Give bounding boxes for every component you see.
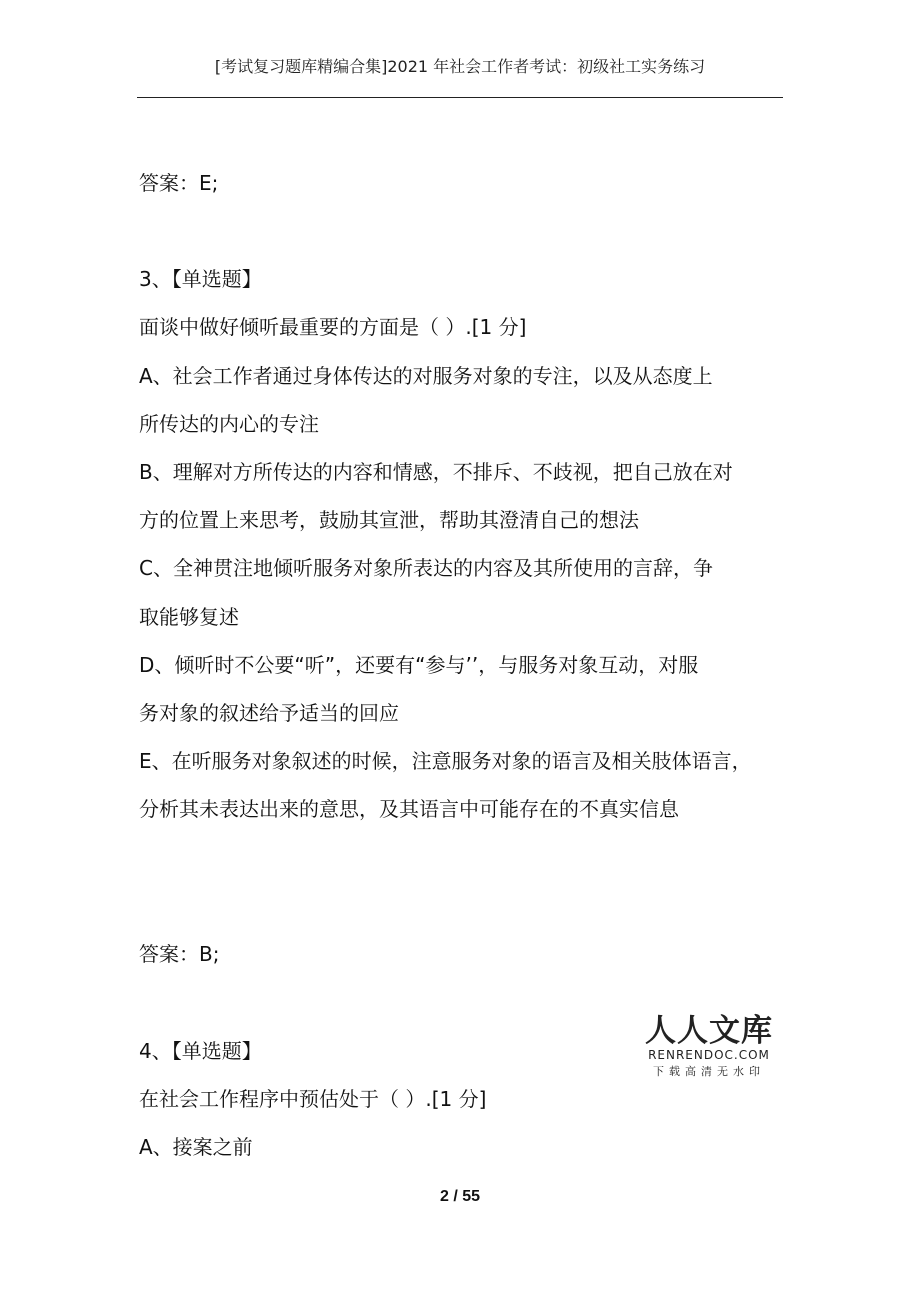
renrendoc-watermark-logo: [644, 1015, 774, 1079]
header-divider: [137, 97, 783, 98]
q3-heading: 3、【单选题】: [139, 267, 262, 291]
q3-option-d-line2: 务对象的叙述给予适当的回应: [139, 701, 399, 725]
q4-heading: 4、【单选题】: [139, 1039, 262, 1063]
q3-option-b-line1: B、理解对方所传达的内容和情感，不排斥、不歧视，把自己放在对: [139, 460, 733, 484]
q3-option-a-line1: A、社会工作者通过身体传达的对服务对象的专注，以及从态度上: [139, 364, 713, 388]
page-header: [考试复习题库精编合集]2021 年社会工作者考试：初级社工实务练习: [214, 57, 706, 76]
watermark-title: 人人文库: [645, 1013, 773, 1049]
q4-option-a: A、接案之前: [139, 1135, 253, 1159]
page-number: 2 / 55: [439, 1188, 481, 1205]
q3-option-e-line1: E、在听服务对象叙述的时候，注意服务对象的语言及相关肢体语言，: [139, 749, 752, 773]
answer-previous: 答案：E;: [139, 171, 219, 195]
watermark-tagline: 下载高清无水印: [653, 1065, 765, 1078]
q4-stem: 在社会工作程序中预估处于（ ）.[1 分]: [139, 1087, 487, 1111]
q3-option-c-line1: C、全神贯注地倾听服务对象所表达的内容及其所使用的言辞，争: [139, 556, 713, 580]
q3-stem: 面谈中做好倾听最重要的方面是（ ）.[1 分]: [139, 315, 527, 339]
q3-option-c-line2: 取能够复述: [139, 605, 239, 629]
q3-option-b-line2: 方的位置上来思考，鼓励其宣泄，帮助其澄清自己的想法: [139, 508, 639, 532]
q3-option-e-line2: 分析其未表达出来的意思，及其语言中可能存在的不真实信息: [139, 797, 679, 821]
q3-answer: 答案：B;: [139, 942, 220, 966]
q3-option-a-line2: 所传达的内心的专注: [139, 412, 319, 436]
q3-option-d-line1: D、倾听时不公要“听”，还要有“参与’’，与服务对象互动，对服: [139, 653, 699, 677]
watermark-domain: RENRENDOC.COM: [648, 1048, 770, 1062]
